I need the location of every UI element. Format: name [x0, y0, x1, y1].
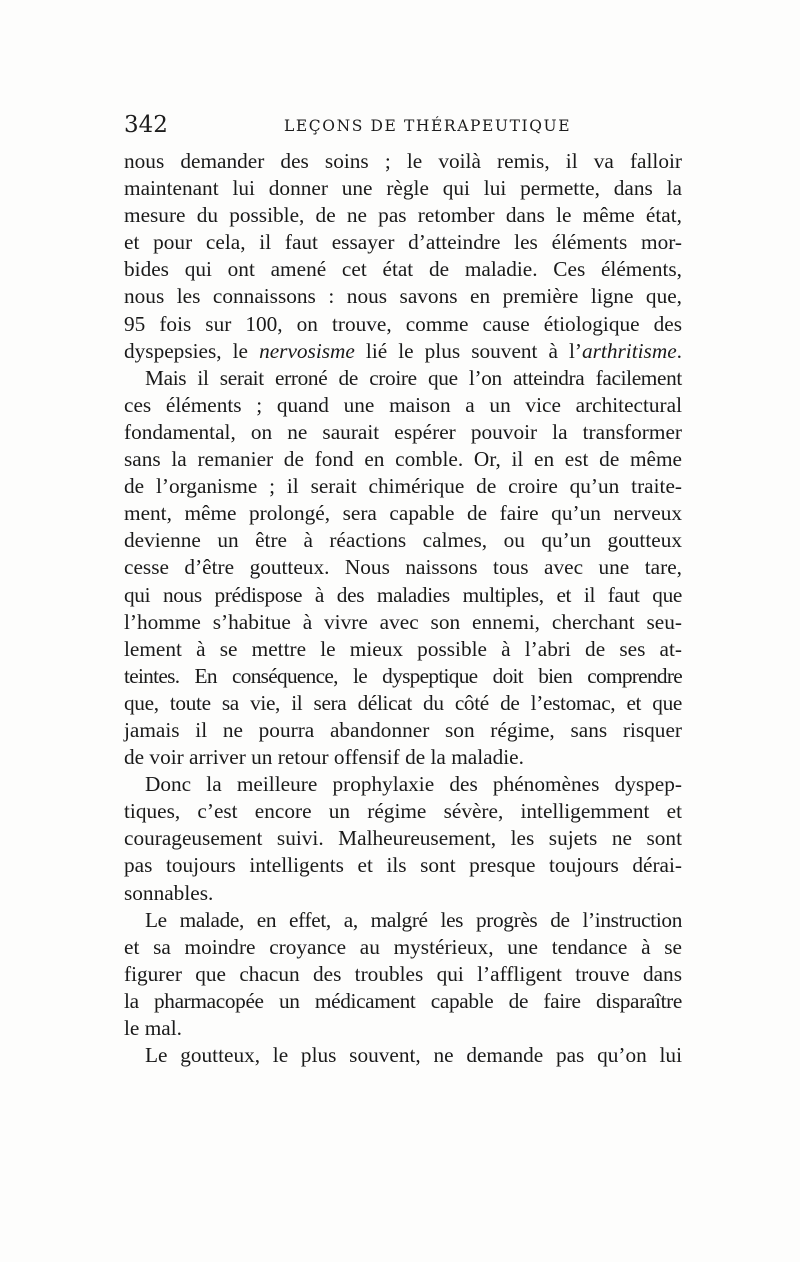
page-number: 342 [124, 112, 168, 138]
paragraph-end-line: de voir arriver un retour offensif de la maladie. [124, 745, 524, 770]
text-line: nous les connaissons : nous savons en première ligne que, [124, 284, 682, 309]
text-line: qui nous prédispose à des maladies multiples, et il faut que [124, 582, 682, 607]
text-line: teintes. En conséquence, le dyspeptique doit bien comprendre [124, 663, 682, 688]
running-head: LEÇONS DE THÉRAPEUTIQUE [284, 117, 572, 135]
text-line: mesure du possible, de ne pas retomber dans le même état, [124, 203, 682, 228]
text-fragment: . [676, 338, 682, 363]
text-line: sans la remanier de fond en comble. Or, il en est de même [124, 447, 682, 472]
text-line: figurer que chacun des troubles qui l’affligent trouve dans [124, 961, 682, 986]
paragraph-start-line: Mais il serait erroné de croire que l’on atteindra facilement [145, 365, 682, 390]
text-line: devienne un être à réactions calmes, ou qu’un goutteux [124, 528, 682, 553]
text-line: l’homme s’habitue à vivre avec son ennemi, cherchant seu- [124, 609, 682, 634]
text-line: nous demander des soins ; le voilà remis, il va falloir [124, 149, 682, 173]
text-line: lement à se mettre le mieux possible à l’abri de ses at- [124, 636, 682, 661]
text-line: la pharmacopée un médicament capable de faire disparaître [124, 988, 682, 1013]
text-line-with-italics [124, 338, 682, 365]
paragraph-start-line: Le goutteux, le plus souvent, ne demande pas qu’on lui [145, 1043, 682, 1068]
text-fragment: lié le plus souvent à l’ [354, 338, 582, 363]
text-line: que, toute sa vie, il sera délicat du côté de l’estomac, et que [124, 690, 682, 715]
text-line: et sa moindre croyance au mystérieux, une tendance à se [124, 934, 682, 959]
italic-term-nervosisme: nervosisme [259, 338, 355, 363]
text-line: de l’organisme ; il serait chimérique de croire qu’un traite- [124, 474, 682, 499]
text-line: jamais il ne pourra abandonner son régime, sans risquer [124, 717, 682, 742]
text-fragment: dyspepsies, le [124, 338, 260, 363]
paragraph-end-line: sonnables. [124, 880, 214, 905]
text-line: 95 fois sur 100, on trouve, comme cause étiologique des [124, 311, 682, 336]
body-text [124, 148, 682, 1069]
paragraph-start-line: Donc la meilleure prophylaxie des phénomènes dyspep- [145, 772, 682, 797]
text-line: ces éléments ; quand une maison a un vice architectural [124, 392, 682, 417]
page-header [124, 112, 684, 142]
paragraph-start-line: Le malade, en effet, a, malgré les progrès de l’instruction [145, 907, 682, 932]
text-line: cesse d’être goutteux. Nous naissons tous avec une tare, [124, 555, 682, 580]
text-line: fondamental, on ne saurait espérer pouvoir la transformer [124, 419, 682, 444]
text-line: et pour cela, il faut essayer d’atteindre les éléments mor- [124, 230, 682, 255]
text-line: maintenant lui donner une règle qui lui permette, dans la [124, 176, 682, 201]
italic-term-arthritisme: arthritisme [582, 338, 677, 363]
text-line: pas toujours intelligents et ils sont presque toujours dérai- [124, 853, 682, 878]
text-line: tiques, c’est encore un régime sévère, intelligemment et [124, 799, 682, 824]
text-line: ment, même prolongé, sera capable de faire qu’un nerveux [124, 501, 682, 526]
text-line: courageusement suivi. Malheureusement, les sujets ne sont [124, 826, 682, 851]
paragraph-end-line: le mal. [124, 1016, 182, 1040]
text-line: bides qui ont amené cet état de maladie. Ces éléments, [124, 257, 682, 282]
